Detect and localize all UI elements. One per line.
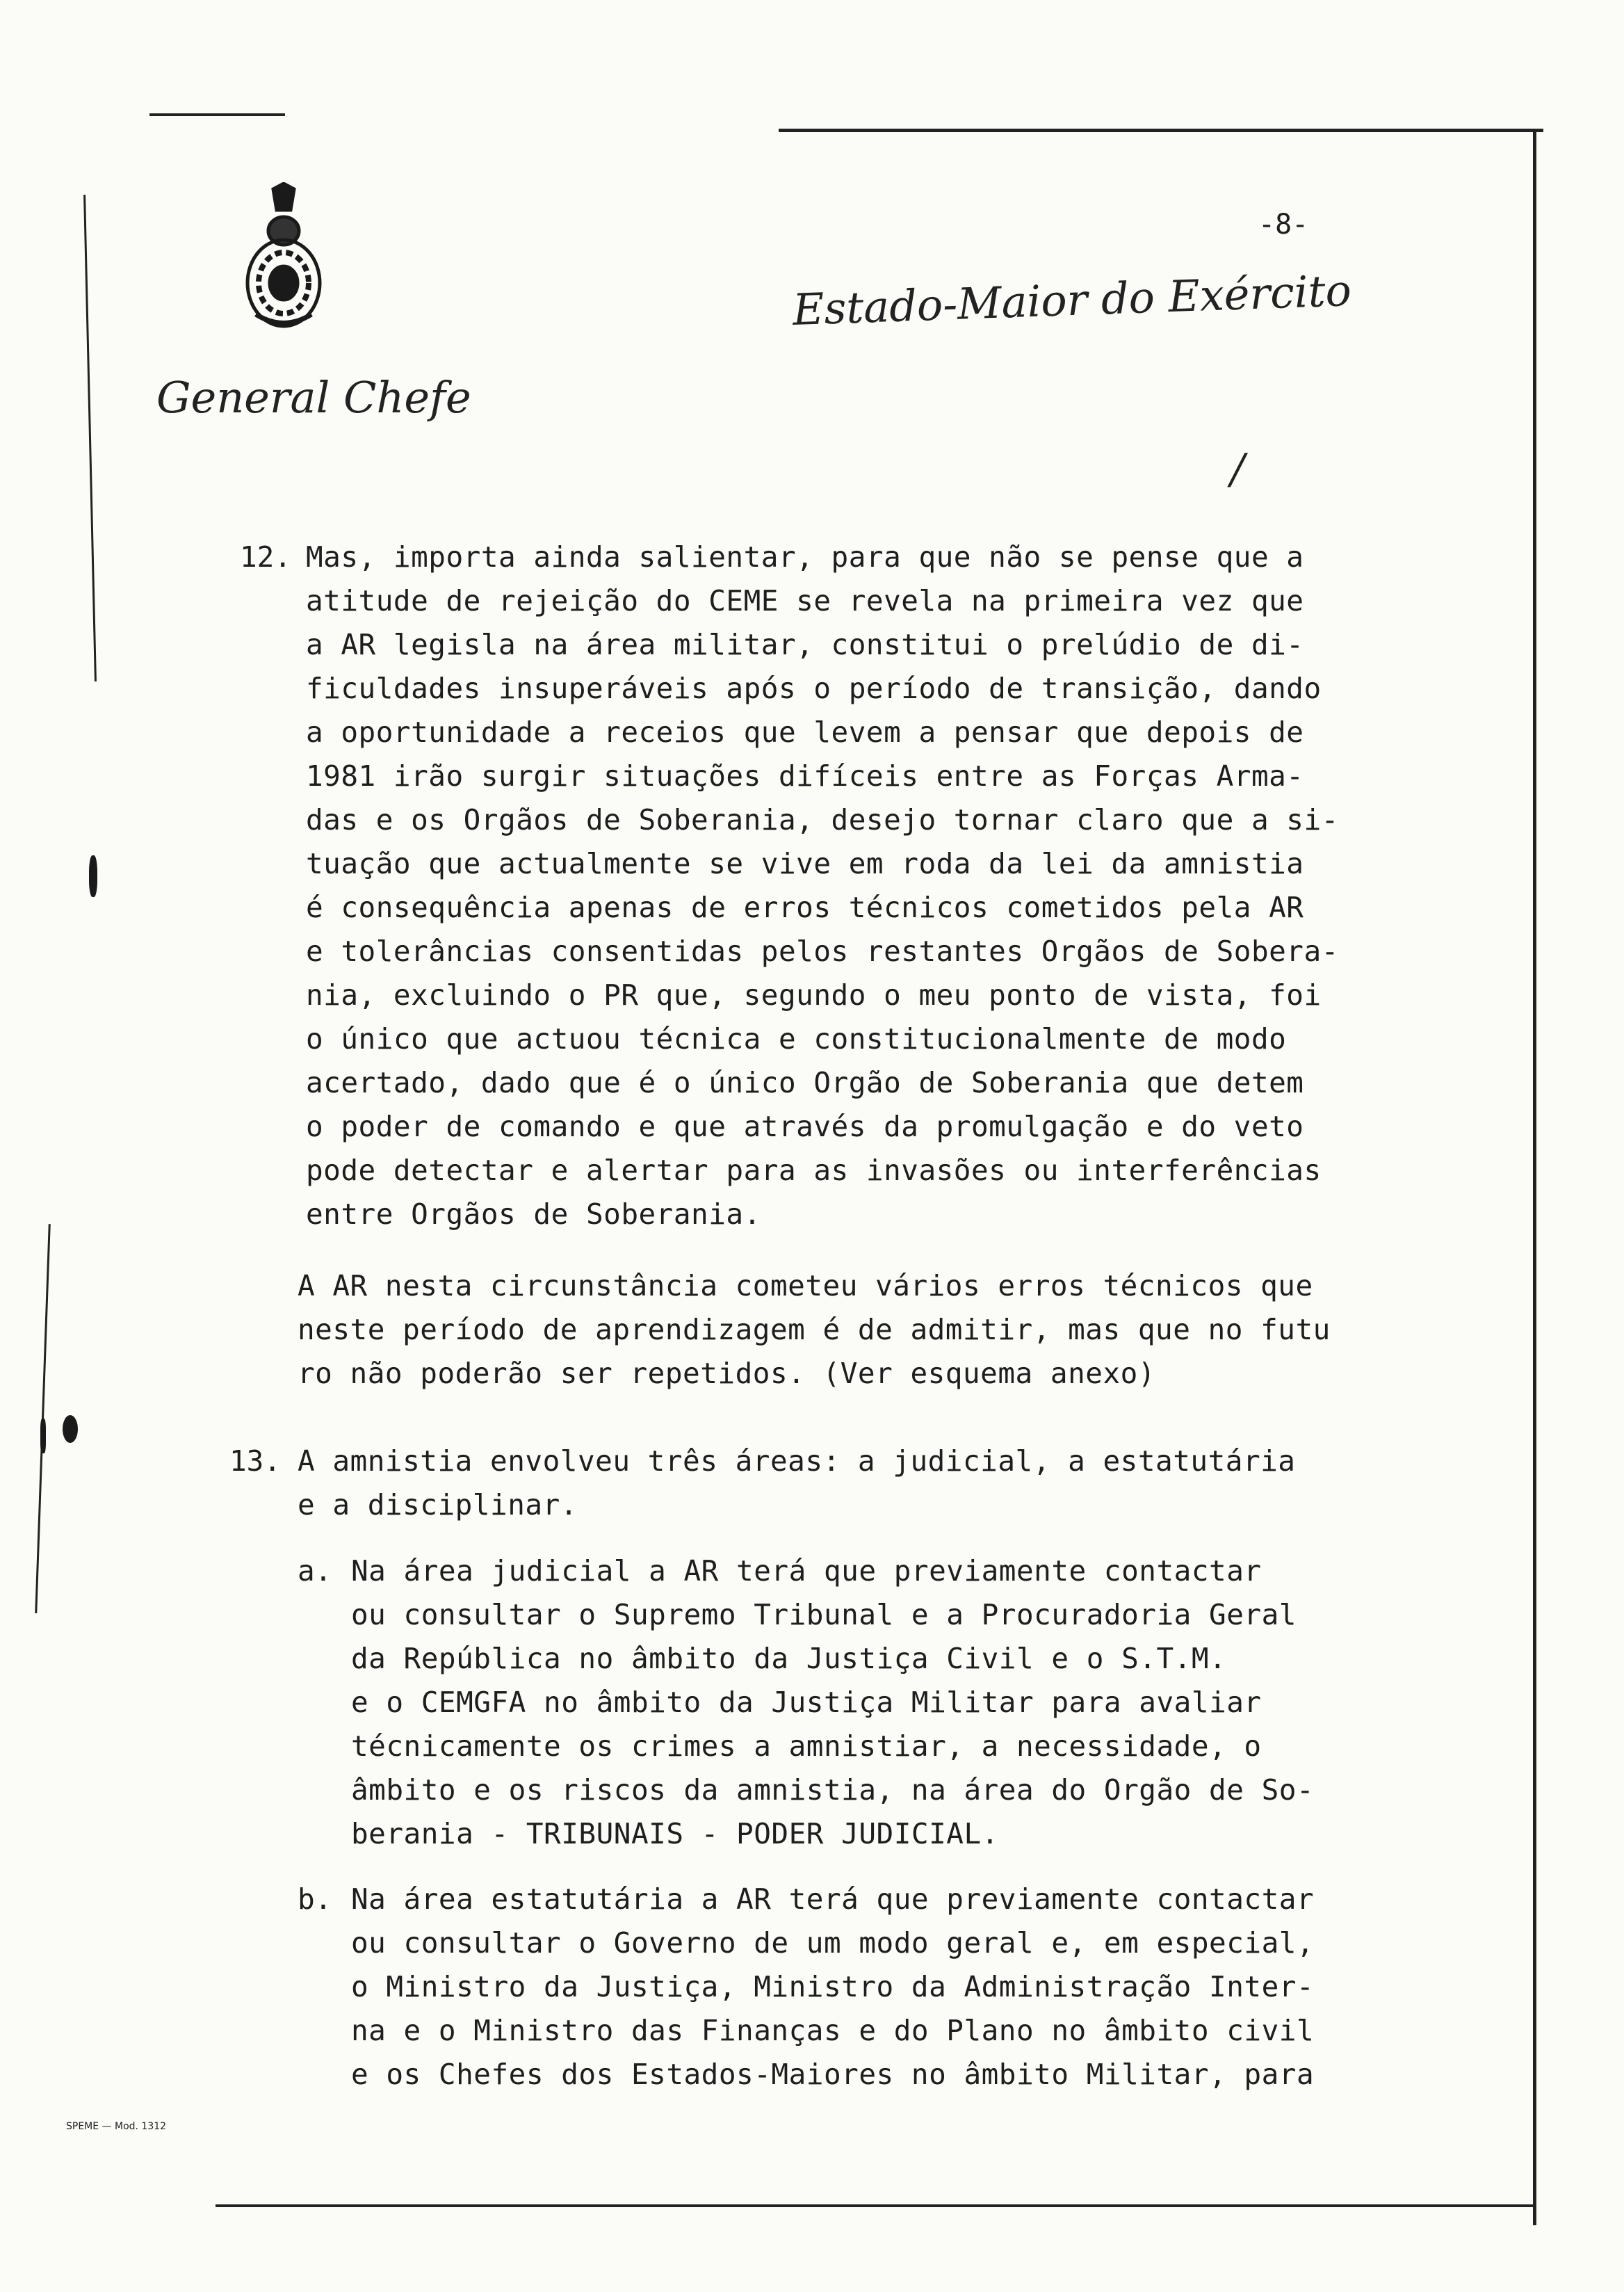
para-12-line: pode detectar e alertar para as invasões ou interferências (306, 1154, 1322, 1187)
para-12-line: atitude de rejeição do CEME se revela na primeira vez que (306, 584, 1304, 618)
para-13-item-b-label: b. (298, 1882, 332, 1916)
punch-hole-mark-1 (89, 855, 97, 897)
para-13-item-b-line: Na área estatutária a AR terá que previamente contactar (351, 1882, 1315, 1916)
para-13-item-a-line: âmbito e os riscos da amnistia, na área do Orgão de So- (351, 1773, 1315, 1807)
right-border (1533, 132, 1536, 2225)
para-13-item-a-label: a. (298, 1554, 332, 1588)
bottom-rule (216, 2204, 1536, 2207)
page-number: -8- (1258, 209, 1309, 241)
para-12-line: a oportunidade a receios que levem a pensar que depois de (306, 716, 1304, 749)
para-12-line: 1981 irão surgir situações difíceis entre as Forças Arma- (306, 759, 1304, 793)
para-13-line: e a disciplinar. (298, 1488, 578, 1522)
punch-hole-mark-2 (63, 1415, 78, 1443)
punch-hole-mark-3 (40, 1419, 46, 1453)
left-margin-line-top (83, 195, 97, 681)
para-13-item-a-line: berania - TRIBUNAIS - PODER JUDICIAL. (351, 1817, 999, 1850)
letterhead-title: Estado-Maior do Exército (791, 264, 1352, 336)
para-13-item-a-line: e o CEMGFA no âmbito da Justiça Militar para avaliar (351, 1686, 1262, 1719)
para-13-item-a-line: técnicamente os crimes a amnistiar, a necessidade, o (351, 1729, 1262, 1763)
handwritten-mark: / (1231, 445, 1245, 494)
para-12-number: 12. (240, 540, 292, 574)
para-12-line: a AR legisla na área militar, constitui o prelúdio de di- (306, 628, 1304, 661)
top-rule-left (149, 113, 285, 116)
para-12-line: Mas, importa ainda salientar, para que não se pense que a (306, 540, 1304, 574)
para-12-continuation-line: ro não poderão ser repetidos. (Ver esquema anexo) (298, 1357, 1156, 1390)
para-13-item-b-line: na e o Ministro das Finanças e do Plano no âmbito civil (351, 2014, 1315, 2047)
para-12-line: nia, excluindo o PR que, segundo o meu ponto de vista, foi (306, 978, 1322, 1012)
para-12-continuation-line: neste período de aprendizagem é de admitir, mas que no futu (298, 1313, 1331, 1346)
para-12-line: entre Orgãos de Soberania. (306, 1197, 761, 1231)
para-12-line: e tolerâncias consentidas pelos restantes Orgãos de Sobera- (306, 935, 1339, 968)
para-13-item-b-line: e os Chefes dos Estados-Maiores no âmbito Militar, para (351, 2058, 1315, 2091)
para-13-item-a-line: Na área judicial a AR terá que previamente contactar (351, 1554, 1262, 1588)
para-13-line: A amnistia envolveu três áreas: a judicial, a estatutária (298, 1444, 1296, 1478)
para-12-line: ficuldades insuperáveis após o período de transição, dando (306, 672, 1322, 705)
para-12-line: tuação que actualmente se vive em roda da lei da amnistia (306, 847, 1304, 880)
para-12-line: das e os Orgãos de Soberania, desejo tornar claro que a si- (306, 803, 1339, 837)
para-12-line: acertado, dado que é o único Orgão de Soberania que detem (306, 1066, 1304, 1099)
coat-of-arms-emblem (235, 182, 332, 332)
para-12-line: o poder de comando e que através da promulgação e do veto (306, 1110, 1304, 1143)
para-12-continuation-line: A AR nesta circunstância cometeu vários erros técnicos que (298, 1269, 1313, 1302)
para-13-item-a-line: da República no âmbito da Justiça Civil e o S.T.M. (351, 1642, 1227, 1675)
top-rule-right (779, 129, 1543, 132)
form-code: SPEME — Mod. 1312 (66, 2121, 167, 2132)
para-13-item-a-line: ou consultar o Supremo Tribunal e a Procuradoria Geral (351, 1598, 1297, 1631)
para-12-line: o único que actuou técnica e constitucionalmente de modo (306, 1022, 1287, 1056)
para-13-item-b-line: ou consultar o Governo de um modo geral e, em especial, (351, 1926, 1315, 1960)
para-12-line: é consequência apenas de erros técnicos cometidos pela AR (306, 891, 1304, 924)
office-title: General Chefe (156, 372, 471, 423)
para-13-number: 13. (229, 1444, 282, 1478)
para-13-item-b-line: o Ministro da Justiça, Ministro da Administração Inter- (351, 1970, 1315, 2003)
